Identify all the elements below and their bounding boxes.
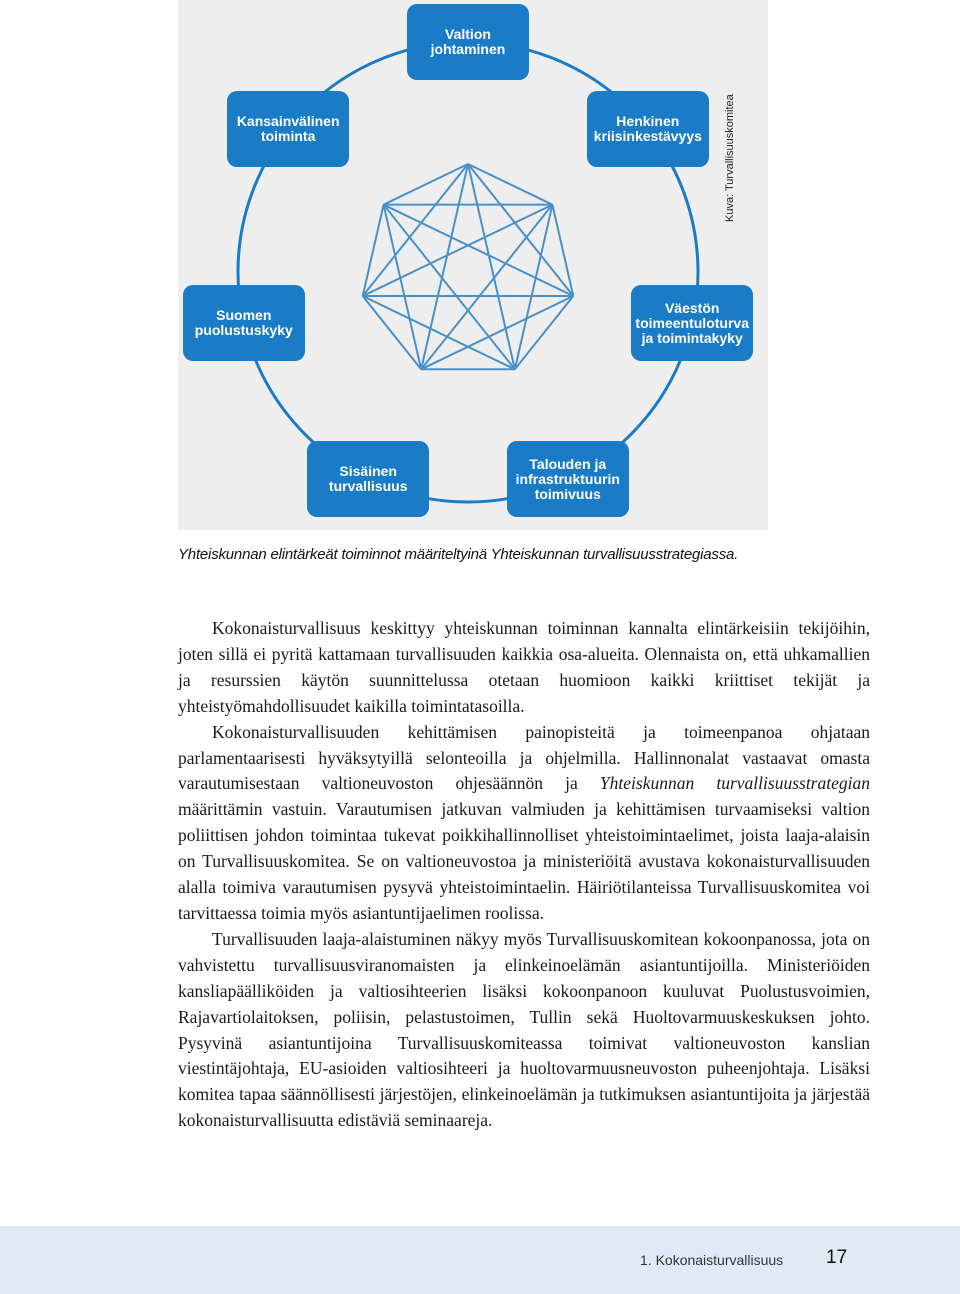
function-node	[507, 441, 629, 517]
footer-band	[0, 1226, 960, 1294]
function-node-label: Valtion johtaminen	[430, 26, 506, 57]
function-node-label: Suomen puolustuskyky	[194, 307, 293, 339]
page-number: 17	[826, 1247, 848, 1268]
paragraph	[178, 616, 870, 720]
function-node-label: Väestön toimeentuloturva ja toimintakyky	[635, 299, 749, 346]
body-text	[178, 616, 870, 1134]
network-link	[468, 164, 552, 205]
figure-caption: Yhteiskunnan elintärkeät toiminnot määriteltyinä Yhteiskunnan turvallisuusstrategiassa.	[178, 546, 739, 563]
function-node	[307, 441, 429, 517]
function-node-label: Henkinen kriisinkestävyys	[593, 112, 702, 144]
function-node-label: Kansainvälinen toiminta	[236, 112, 340, 144]
function-node	[631, 285, 753, 361]
function-node	[227, 91, 349, 167]
italic-term: Yhteiskunnan turvallisuusstrategian	[599, 773, 870, 794]
image-credit: Kuva: Turvallisuuskomitea	[724, 94, 736, 222]
footer-section-title: 1. Kokonaisturvallisuus	[640, 1252, 784, 1268]
paragraph	[178, 927, 870, 1134]
text-run: määrittämin vastuin. Varautumisen jatkuvan valmiuden ja kehittämisen turvaamiseksi valtion poliittisen johdon toimintaa tukevat poikkihallinnolliset yhteistoimintaelimet, joista laaja-alaisin on Turvallisuuskomitea. Se on valtioneuvostoa ja ministeriöitä avustava kokonaisturvallisuuden alalla toimiva varautumisen pysyvä yhteistoimintaelin. Häiriötilanteissa Turvallisuuskomitea voi tarvittaessa toimia myös asiantuntijaelimen roolissa.	[178, 799, 870, 923]
network-link	[421, 296, 573, 369]
text-run: Turvallisuuden laaja-alaistuminen näkyy myös Turvallisuuskomitean kokoonpanossa, jota on vahvistettu turvallisuusviranomaisten ja elinkeinoelämän asiantuntijoilla. Ministeriöiden kansliapäälliköiden ja valtiosihteerien lisäksi kokoonpanoon kuuluvat Puolustusvoimien, Rajavartiolaitoksen, poliisin, pelastustoimen, Tullin sekä Huoltovarmuuskeskuksen johto. Pysyvinä asiantuntijoina Turvallisuuskomiteassa toimivat valtioneuvoston kanslian viestintäjohtaja, EU-asioiden valtiosihteeri ja huoltovarmuusneuvoston puheenjohtaja. Lisäksi komitea tapaa säännöllisesti järjestöjen, elinkeinoelämän ja tutkimuksen asiantuntijoita ja järjestää kokonaisturvallisuutta edistäviä seminaareja.	[178, 928, 870, 1131]
network-link	[363, 296, 515, 369]
paragraph	[178, 720, 870, 927]
text-run: Kokonaisturvallisuus keskittyy yhteiskunnan toiminnan kannalta elintärkeisiin tekijöihin, joten sillä ei pyritä kattamaan turvallisuuden kaikkia osa-alueita. Olennaista on, että uhkamallien ja resurssien käytön suunnittelussa otetaan huomioon kaikki kriittiset tekijät ja yhteistyömahdollisuudet kaikilla toimintatasoilla.	[178, 618, 870, 716]
function-node-label: Sisäinen turvallisuus	[328, 463, 408, 495]
network-link	[384, 164, 468, 205]
figure	[178, 0, 768, 530]
network-link	[384, 205, 574, 296]
function-node	[183, 285, 305, 361]
function-node-label: Talouden ja infrastruktuurin toimivuus	[515, 455, 620, 502]
network-link	[363, 205, 553, 296]
function-node	[587, 91, 709, 167]
text-run: Kokonaisturvallisuuden kehittämisen painopisteitä ja toimeenpanoa ohjataan parlamentaarisesti hyväksytyillä selonteoilla ja ohjelmilla. Hallinnonalat vastaavat omasta varautumisestaan valtioneuvoston ohjesäännön ja	[178, 721, 870, 794]
function-node	[407, 4, 529, 80]
